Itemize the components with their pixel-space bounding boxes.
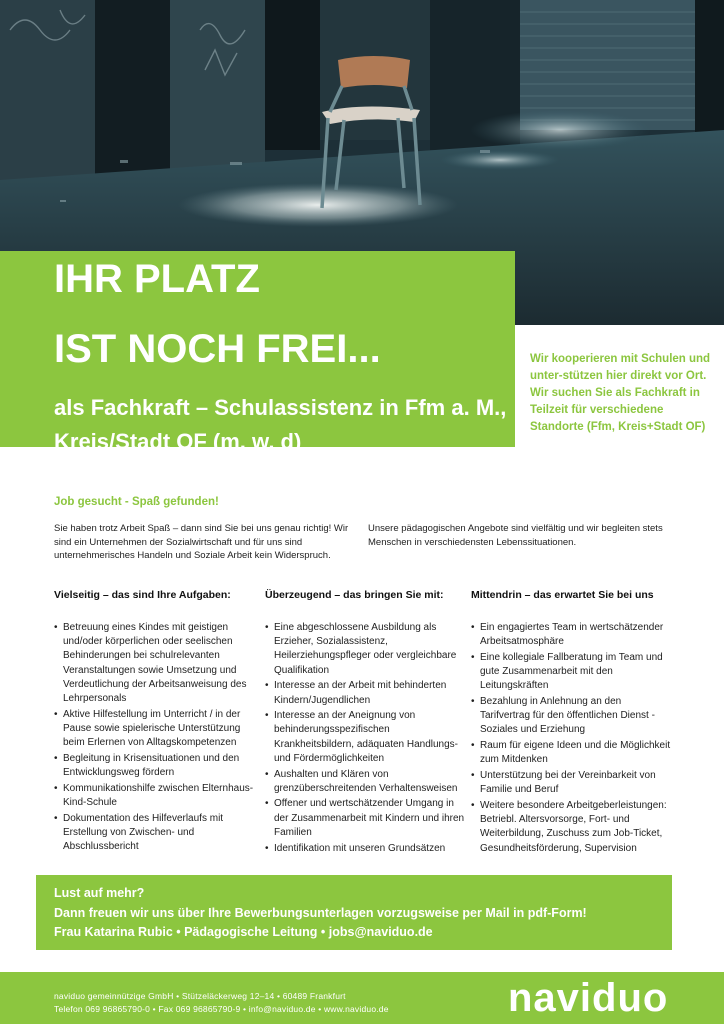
list-item: • Interesse an der Aneignung von behinderungsspezifischen Krankheitsbildern, adäquaten Handlungs- und Fördermöglichkeiten	[265, 709, 470, 766]
list-item: • Aktive Hilfestellung im Unterricht / in der Pause sowie spielerische Unterstützung beim Erlernen von Alltagskompetenzen	[54, 708, 254, 751]
list-item: • Identifikation mit unseren Grundsätzen	[265, 842, 470, 856]
requirement-list	[265, 621, 470, 856]
job-subheadline: als Fachkraft – Schulassistenz in Ffm a. M., Kreis/Stadt OF (m, w, d)	[54, 395, 507, 454]
list-item: • Betreuung eines Kindes mit geistigen und/oder körperlichen oder seelischen Behinderungen bei schulrelevanten Veranstaltungen sowie Umsetzung und Verdeutlichung der Arbeitsanweisung des Lehrpersonals	[54, 621, 254, 706]
footer-address: naviduo gemeinnützige GmbH • Stützeläckerweg 12–14 • 60489 Frankfurt	[54, 991, 346, 1001]
call-to-action-box	[36, 875, 672, 950]
list-item: • Weitere besondere Arbeitgeberleistungen: Betriebl. Altersvorsorge, Fort- und Weiterbildung, Zuschuss zum Job-Ticket, Gesundheitsförderung, Supervision	[471, 799, 671, 856]
list-item: • Eine kollegiale Fallberatung im Team und gute Zusammenarbeit mit den Leitungskräften	[471, 651, 671, 694]
intro-left: Sie haben trotz Arbeit Spaß – dann sind Sie bei uns genau richtig! Wir sind ein Unternehmen der Sozialwirtschaft und für uns sind unternehmerisches Handeln und Soziale Arbeit kein Widerspruch.	[54, 523, 349, 561]
cta-contact: Frau Katarina Rubic • Pädagogische Leitung • jobs@naviduo.de	[54, 925, 433, 939]
side-note: Wir kooperieren mit Schulen und unter-stützen hier direkt vor Ort. Wir suchen Sie als Fachkraft in Teilzeit für verschiedene Standorte (Ffm, Kreis+Stadt OF)	[530, 353, 711, 433]
list-item: • Bezahlung in Anlehnung an den Tarifvertrag für den öffentlichen Dienst - Soziales und Erziehung	[471, 695, 671, 738]
benefit-list	[471, 621, 671, 856]
column-requirements	[265, 588, 470, 857]
column-heading: Vielseitig – das sind Ihre Aufgaben:	[54, 589, 231, 601]
list-item: • Eine abgeschlossene Ausbildung als Erzieher, Sozialassistenz, Heilerziehungspfleger oder vergleichbare Qualifikation	[265, 621, 470, 678]
headline-line-1: IHR PLATZ	[54, 257, 260, 301]
list-item: • Raum für eigene Ideen und die Möglichkeit zum Mitdenken	[471, 739, 671, 767]
footer	[0, 972, 724, 1024]
task-list	[54, 621, 254, 854]
list-item: • Offener und wertschätzender Umgang in der Zusammenarbeit mit Kindern und ihren Familien	[265, 797, 470, 840]
cta-text: Dann freuen wir uns über Ihre Bewerbungsunterlagen vorzugsweise per Mail in pdf-Form!	[54, 906, 587, 920]
column-benefits	[471, 588, 671, 857]
list-item: • Kommunikationshilfe zwischen Elternhaus-Kind-Schule	[54, 782, 254, 810]
tagline: Job gesucht - Spaß gefunden!	[54, 496, 219, 508]
headline-line-2: IST NOCH FREI...	[54, 327, 381, 371]
list-item: • Dokumentation des Hilfeverlaufs mit Erstellung von Zwischen- und Abschlussbericht	[54, 812, 254, 855]
column-heading: Mittendrin – das erwartet Sie bei uns	[471, 589, 654, 601]
footer-contact: Telefon 069 96865790-0 • Fax 069 96865790-9 • info@naviduo.de • www.naviduo.de	[54, 1004, 389, 1014]
naviduo-logo: naviduo	[508, 976, 669, 1020]
column-heading: Überzeugend – das bringen Sie mit:	[265, 589, 444, 601]
column-tasks	[54, 588, 254, 856]
list-item: • Begleitung in Krisensituationen und den Entwicklungsweg fördern	[54, 752, 254, 780]
list-item: • Aushalten und Klären von grenzüberschreitenden Verhaltensweisen	[265, 768, 470, 796]
list-item: • Interesse an der Arbeit mit behinderten Kindern/Jugendlichen	[265, 679, 470, 707]
cta-heading: Lust auf mehr?	[54, 886, 145, 900]
list-item: • Unterstützung bei der Vereinbarkeit von Familie und Beruf	[471, 769, 671, 797]
intro-right: Unsere pädagogischen Angebote sind vielfältig und wir begleiten stets Menschen in verschiedensten Lebenssituationen.	[368, 523, 663, 548]
list-item: • Ein engagiertes Team in wertschätzender Arbeitsatmosphäre	[471, 621, 671, 649]
